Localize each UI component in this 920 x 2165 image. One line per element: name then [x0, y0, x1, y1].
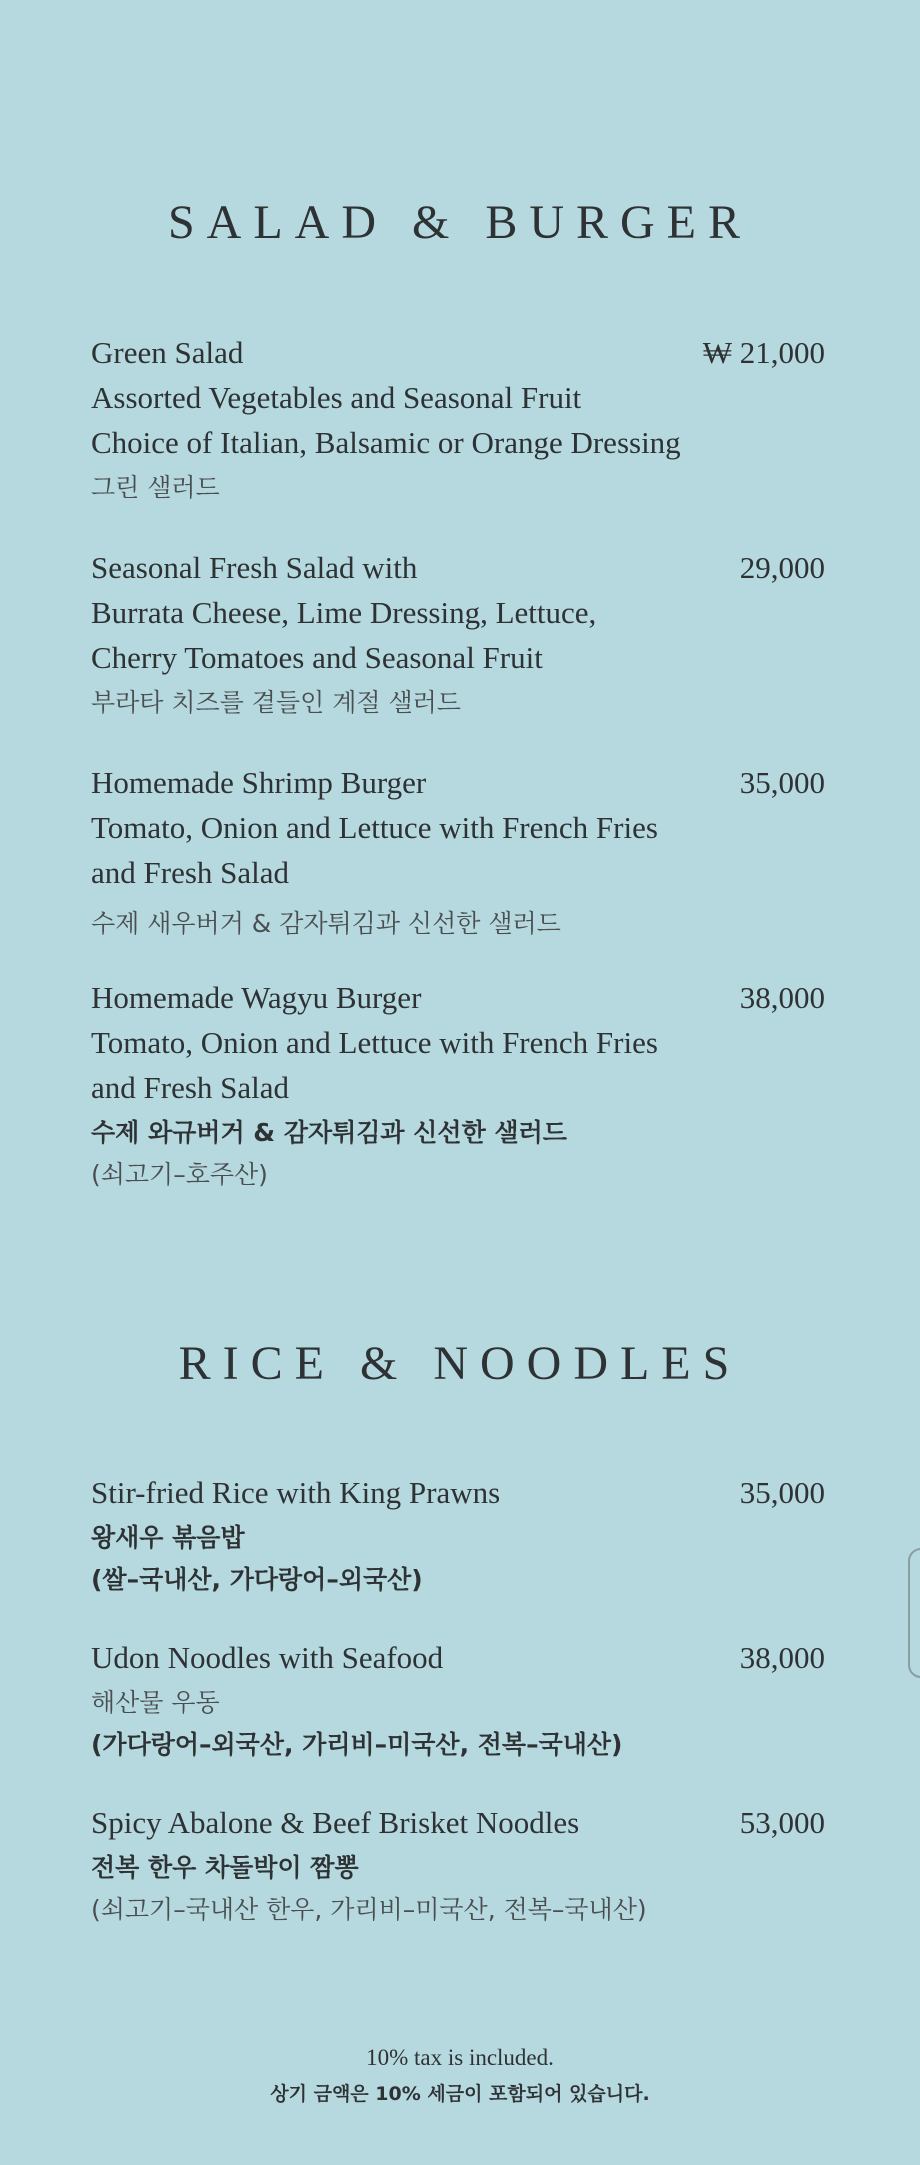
item-description: and Fresh Salad	[91, 1070, 290, 1105]
menu-item-udon-noodles	[91, 1635, 825, 1766]
tax-notice	[0, 2040, 920, 2112]
item-name: Spicy Abalone & Beef Brisket Noodles	[91, 1805, 580, 1840]
item-origin: (쌀–국내산, 가다랑어–외국산)	[91, 1565, 423, 1594]
menu-item-green-salad	[91, 330, 825, 509]
item-price: 38,000	[739, 1640, 825, 1675]
section-title-rice-noodles: RICE & NOODLES	[178, 1337, 742, 1390]
item-price: 35,000	[739, 1475, 825, 1510]
item-korean-name: 그린 샐러드	[91, 473, 220, 502]
scroll-handle[interactable]	[908, 1548, 920, 1678]
menu-item-shrimp-burger	[91, 760, 825, 945]
menu-item-stir-fried-rice	[91, 1470, 825, 1601]
item-name: Stir-fried Rice with King Prawns	[91, 1475, 501, 1510]
section-title-salad-burger: SALAD & BURGER	[167, 196, 753, 249]
item-name: Seasonal Fresh Salad with	[91, 550, 418, 585]
item-description: Tomato, Onion and Lettuce with French Fries	[91, 810, 658, 845]
item-name: Homemade Shrimp Burger	[91, 765, 427, 800]
item-price: ₩ 21,000	[702, 335, 825, 370]
item-korean-name: 전복 한우 차돌박이 짬뽕	[91, 1853, 359, 1882]
item-korean-name: 왕새우 볶음밥	[91, 1523, 245, 1552]
item-price: 53,000	[739, 1805, 825, 1840]
item-origin: (쇠고기–호주산)	[91, 1160, 268, 1189]
item-description: Cherry Tomatoes and Seasonal Fruit	[91, 640, 543, 675]
item-price: 38,000	[739, 980, 825, 1015]
menu-item-wagyu-burger	[91, 975, 825, 1196]
item-korean-name: 해산물 우동	[91, 1688, 220, 1717]
item-description: Burrata Cheese, Lime Dressing, Lettuce,	[91, 595, 597, 630]
item-name: Homemade Wagyu Burger	[91, 980, 422, 1015]
tax-notice-korean: 상기 금액은 10% 세금이 포함되어 있습니다.	[270, 2083, 650, 2105]
item-korean-name: 수제 와규버거 & 감자튀김과 신선한 샐러드	[91, 1118, 567, 1147]
item-price: 35,000	[739, 765, 825, 800]
item-description: Choice of Italian, Balsamic or Orange Dressing	[91, 425, 681, 460]
item-korean-name: 부라타 치즈를 곁들인 계절 샐러드	[91, 688, 461, 717]
item-description: Assorted Vegetables and Seasonal Fruit	[91, 380, 582, 415]
item-description: and Fresh Salad	[91, 855, 290, 890]
item-name: Green Salad	[91, 335, 244, 370]
item-origin: (쇠고기–국내산 한우, 가리비–미국산, 전복–국내산)	[91, 1895, 647, 1924]
item-price: 29,000	[739, 550, 825, 585]
menu-item-abalone-noodles	[91, 1800, 825, 1931]
item-korean-name: 수제 새우버거 & 감자튀김과 신선한 샐러드	[91, 909, 561, 938]
item-origin: (가다랑어–외국산, 가리비–미국산, 전복–국내산)	[91, 1730, 623, 1759]
menu-item-seasonal-salad	[91, 545, 825, 724]
item-description: Tomato, Onion and Lettuce with French Fries	[91, 1025, 658, 1060]
tax-notice-english: 10% tax is included.	[366, 2045, 554, 2070]
item-name: Udon Noodles with Seafood	[91, 1640, 444, 1675]
